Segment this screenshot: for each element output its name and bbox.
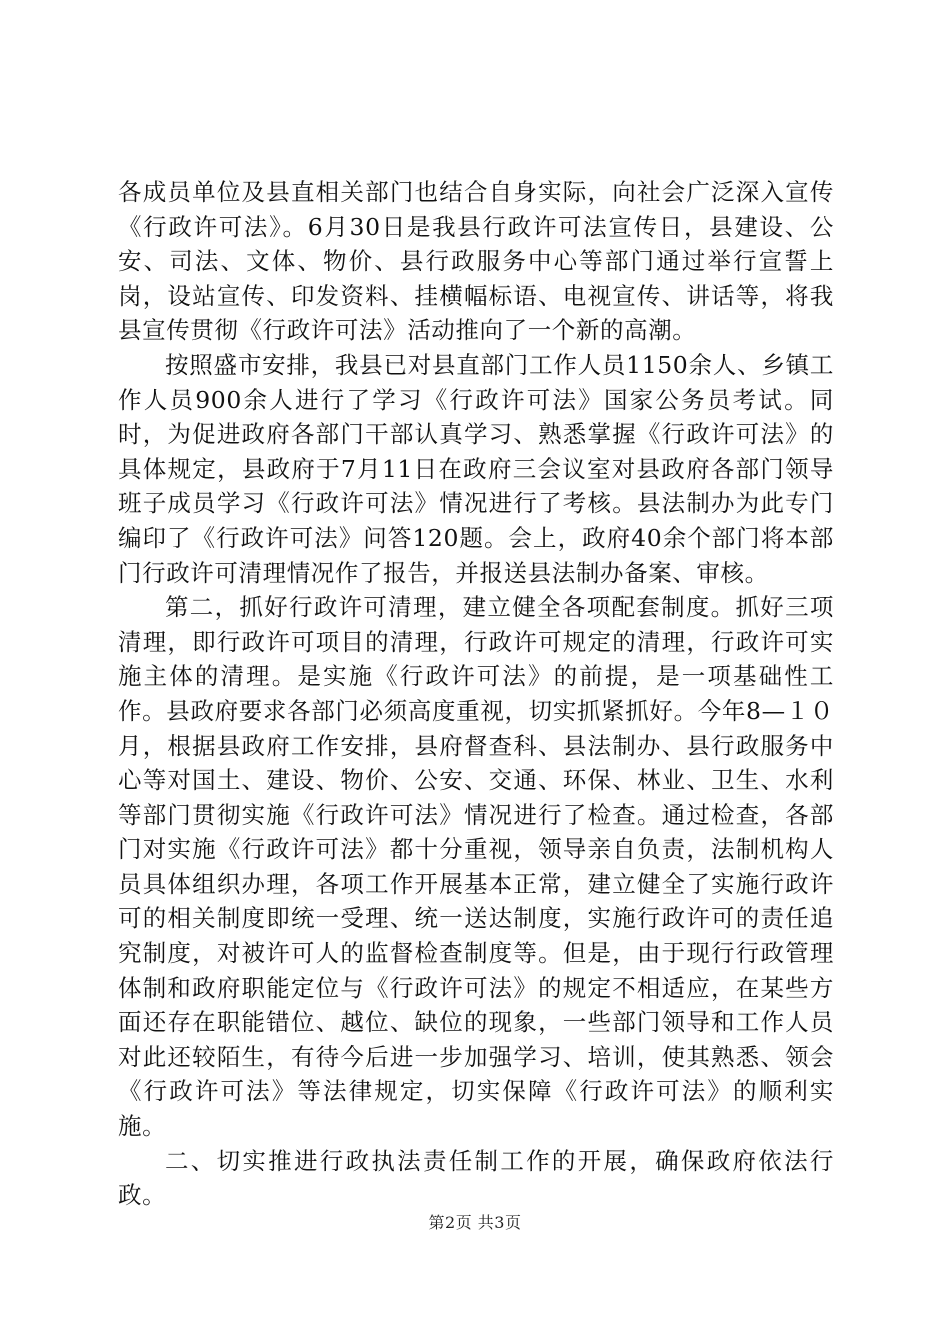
paragraph-2: 按照盛市安排，我县已对县直部门工作人员1150余人、乡镇工作人员900余人进行了学习《行政许可法》国家公务员考试。同时，为促进政府各部门干部认真学习、熟悉掌握《行政许可法》的具体规定，县政府于7月11日在政府三会议室对县政府各部门领导班子成员学习《行政许可法》情况进行了考核。县法制办为此专门编印了《行政许可法》问答120题。会上，政府40余个部门将本部门行政许可清理情况作了报告，并报送县法制办备案、审核。 — [118, 350, 834, 587]
paragraph-4: 二、切实推进行政执法责任制工作的开展，确保政府依法行政。 — [118, 1146, 834, 1210]
paragraph-3: 第二，抓好行政许可清理，建立健全各项配套制度。抓好三项清理，即行政许可项目的清理，行政许可规定的清理，行政许可实施主体的清理。是实施《行政许可法》的前提，是一项基础性工作。县政府要求各部门必须高度重视，切实抓紧抓好。今年8—１０月，根据县政府工作安排，县府督查科、县法制办、县行政服务中心等对国土、建设、物价、公安、交通、环保、林业、卫生、水利等部门贯彻实施《行政许可法》情况进行了检查。通过检查，各部门对实施《行政许可法》都十分重视，领导亲自负责，法制机构人员具体组织办理，各项工作开展基本正常，建立健全了实施行政许可的相关制度即统一受理、统一送达制度，实施行政许可的责任追究制度，对被许可人的监督检查制度等。但是，由于现行行政管理体制和政府职能定位与《行政许可法》的规定不相适应，在某些方面还存在职能错位、越位、缺位的现象，一些部门领导和工作人员对此还较陌生，有待今后进一步加强学习、培训，使其熟悉、领会《行政许可法》等法律规定，切实保障《行政许可法》的顺利实施。 — [118, 593, 834, 1141]
paragraph-1: 各成员单位及县直相关部门也结合自身实际，向社会广泛深入宣传《行政许可法》。6月30日是我县行政许可法宣传日，县建设、公安、司法、文体、物价、县行政服务中心等部门通过举行宣誓上岗，设站宣传、印发资料、挂横幅标语、电视宣传、讲话等，将我县宣传贯彻《行政许可法》活动推向了一个新的高潮。 — [118, 178, 834, 345]
document-body — [118, 175, 834, 1213]
page-number-footer: 第2页 共3页 — [428, 1213, 522, 1232]
